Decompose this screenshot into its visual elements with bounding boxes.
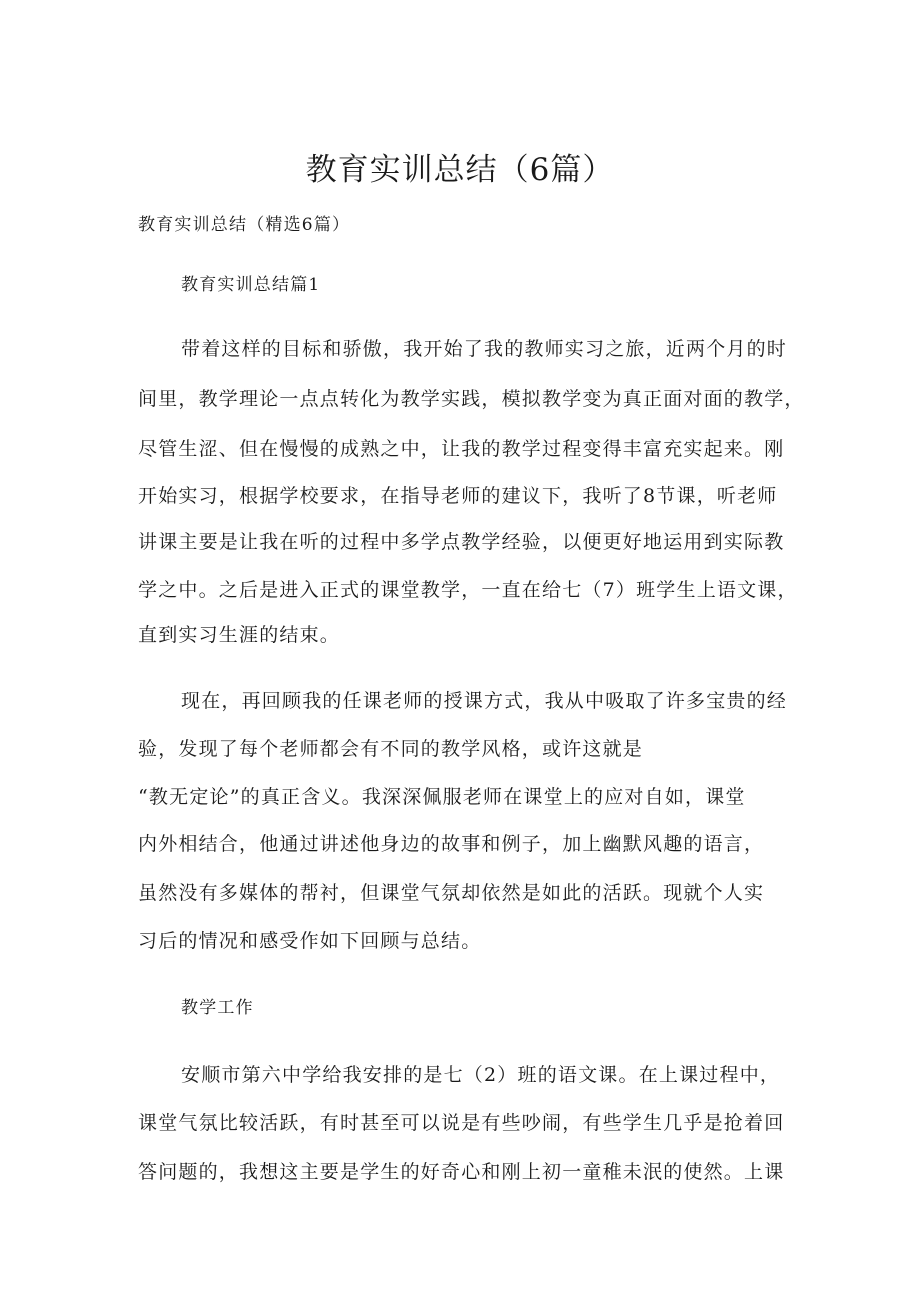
paragraph-line: 虽然没有多媒体的帮衬，但课堂气氛却依然是如此的活跃。现就个人实 (138, 882, 765, 904)
paragraph-line: 学之中。之后是进入正式的课堂教学，一直在给七（7）班学生上语文课， (138, 579, 798, 601)
document-subtitle: 教育实训总结（精选6篇） (138, 215, 351, 235)
paragraph-line: 讲课主要是让我在听的过程中多学点教学经验，以便更好地运用到实际教 (138, 531, 785, 553)
paragraph-line: “教无定论”的真正含义。我深深佩服老师在课堂上的应对自如，课堂 (138, 786, 746, 808)
paragraph-line: 课堂气氛比较活跃，有时甚至可以说是有些吵闹，有些学生几乎是抢着回 (138, 1112, 785, 1134)
paragraph-line: 习后的情况和感受作如下回顾与总结。 (138, 930, 482, 952)
paragraph-line: 内外相结合，他通过讲述他身边的故事和例子，加上幽默风趣的语言， (138, 833, 765, 855)
paragraph-line: 间里，教学理论一点点转化为教学实践，模拟教学变为真正面对面的教学， (138, 388, 805, 410)
section-heading-1: 教育实训总结篇1 (181, 275, 321, 295)
paragraph-line: 直到实习生涯的结束。 (138, 624, 341, 646)
section-heading-2: 教学工作 (181, 998, 254, 1018)
paragraph-line: 开始实习，根据学校要求，在指导老师的建议下，我听了8节课，听老师 (138, 485, 778, 507)
paragraph-line: 验，发现了每个老师都会有不同的教学风格，或许这就是 (138, 738, 644, 760)
paragraph-line: 尽管生涩、但在慢慢的成熟之中，让我的教学过程变得丰富充实起来。刚 (138, 438, 785, 460)
paragraph-line: 带着这样的目标和骄傲，我开始了我的教师实习之旅，近两个月的时 (181, 338, 788, 360)
document-title: 教育实训总结（6篇） (305, 152, 615, 188)
paragraph-line: 现在，再回顾我的任课老师的授课方式，我从中吸取了许多宝贵的经 (181, 690, 788, 712)
paragraph-line: 安顺市第六中学给我安排的是七（2）班的语文课。在上课过程中， (181, 1064, 781, 1086)
paragraph-line: 答问题的，我想这主要是学生的好奇心和刚上初一童稚未泯的使然。上课 (138, 1161, 785, 1183)
